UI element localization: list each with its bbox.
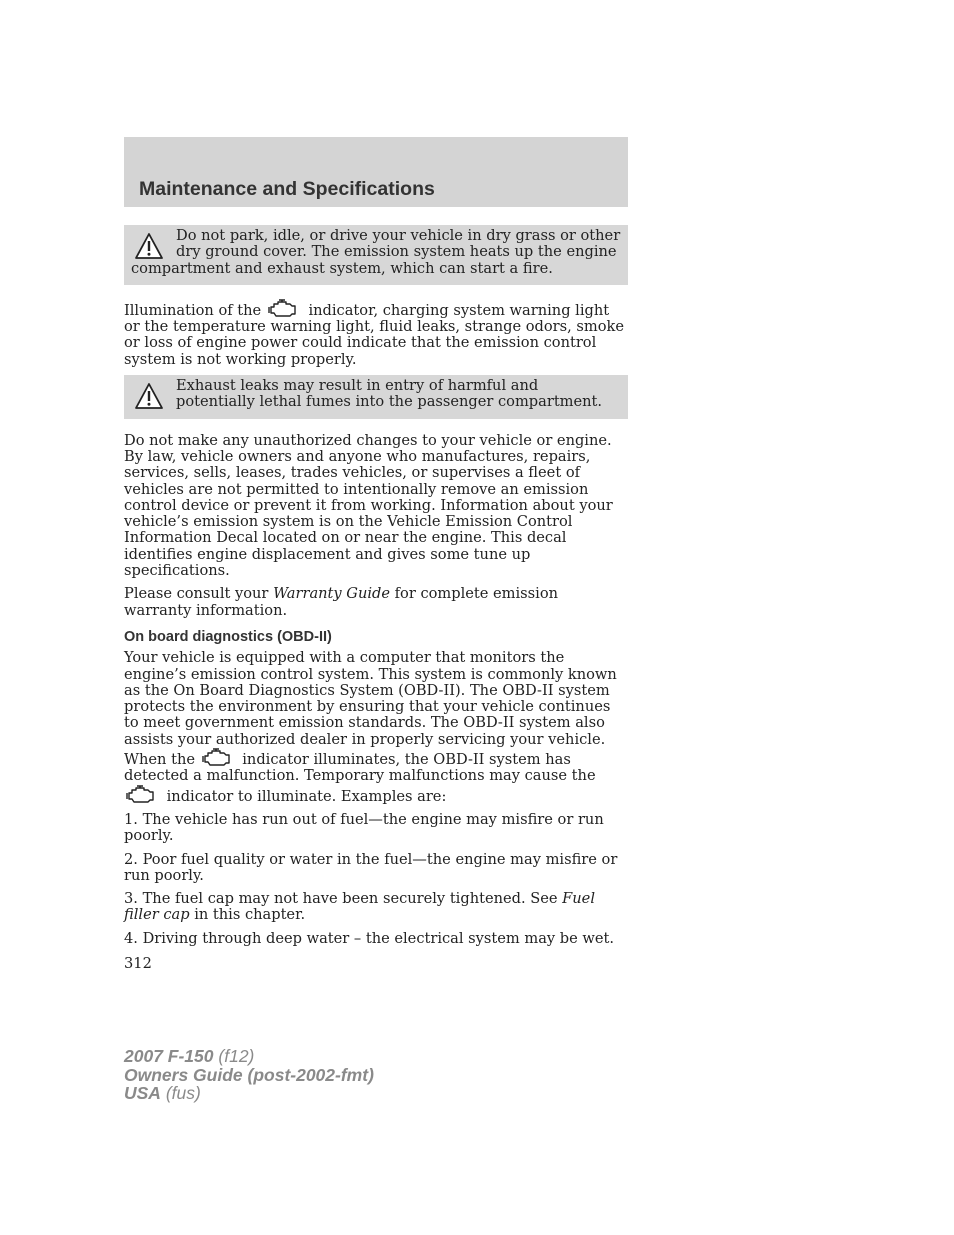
warning-triangle-icon [134, 232, 164, 260]
footer-line-model: 2007 F-150 (f12) [124, 1046, 255, 1066]
paragraph-warranty: Please consult your Warranty Guide for complete emission warranty information. [124, 585, 559, 619]
fuel-filler-cap-reference: Fuel filler cap [124, 890, 595, 924]
page-number: 312 [124, 954, 152, 972]
warning-triangle-icon [134, 382, 164, 410]
check-engine-icon [268, 299, 298, 319]
list-item: 2. Poor fuel quality or water in the fuel—the engine may misfire or run poorly. [124, 850, 618, 884]
list-item: 3. The fuel cap may not have been securely tightened. See Fuel filler cap in this chapter. [124, 890, 595, 924]
footer-line-guide: Owners Guide (post-2002-fmt) [124, 1064, 374, 1085]
warranty-guide-title: Warranty Guide [273, 585, 390, 603]
check-engine-icon [202, 748, 232, 768]
check-engine-icon [126, 785, 156, 805]
paragraph-unauthorized-changes: Do not make any unauthorized changes to your vehicle or engine. By law, vehicle owners and anyone who manufactures, repairs, services, sells, leases, trades vehicles, or supervises a fleet of vehicles are not permitted to intentionally remove an emission control device or prevent it from working. Information about your vehicle’s emission system is on the Vehicle Emission Control Information Decal located on or near the engine. This decal identifies engine displacement and gives some tune up specifications. [124, 431, 613, 580]
list-item: 1. The vehicle has run out of fuel—the engine may misfire or run poorly. [124, 810, 604, 845]
warning-text: Do not park, idle, or drive your vehicle in dry grass or other dry ground cover. The emission system heats up the engine compartment and exhaust system, which can start a fire. [131, 227, 621, 277]
warning-box-fire [124, 225, 628, 285]
warning-box-exhaust [124, 375, 628, 419]
warning-text: Exhaust leaks may result in entry of harmful and potentially lethal fumes into the passenger compartment. [176, 377, 603, 411]
page-content [124, 225, 628, 972]
section-header [124, 137, 628, 207]
document-footer [124, 1047, 374, 1103]
list-item: 4. Driving through deep water – the electrical system may be wet. [124, 929, 615, 947]
footer-line-market: USA (fus) [124, 1083, 201, 1103]
page-title: Maintenance and Specifications [139, 178, 435, 200]
paragraph-illumination: Illumination of the indicator, charging system warning light or the temperature warning light, fluid leaks, strange odors, smoke or loss of engine power could indicate that the emission control system is not working properly. [124, 299, 628, 368]
paragraph-obd: Your vehicle is equipped with a computer that monitors the engine’s emission control system. This system is commonly known as the On Board Diagnostics System (OBD-II). The OBD-II system protects the environment by ensuring that your vehicle continues to meet government emission standards. The OBD-II system also assists your authorized dealer in properly servicing your vehicle. When the indicator illuminates, the OBD-II system has detected a malfunction. Temporary malfunctions may cause the indicator to illuminate. Examples are: [124, 649, 617, 805]
obd-heading: On board diagnostics (OBD-II) [124, 628, 332, 645]
